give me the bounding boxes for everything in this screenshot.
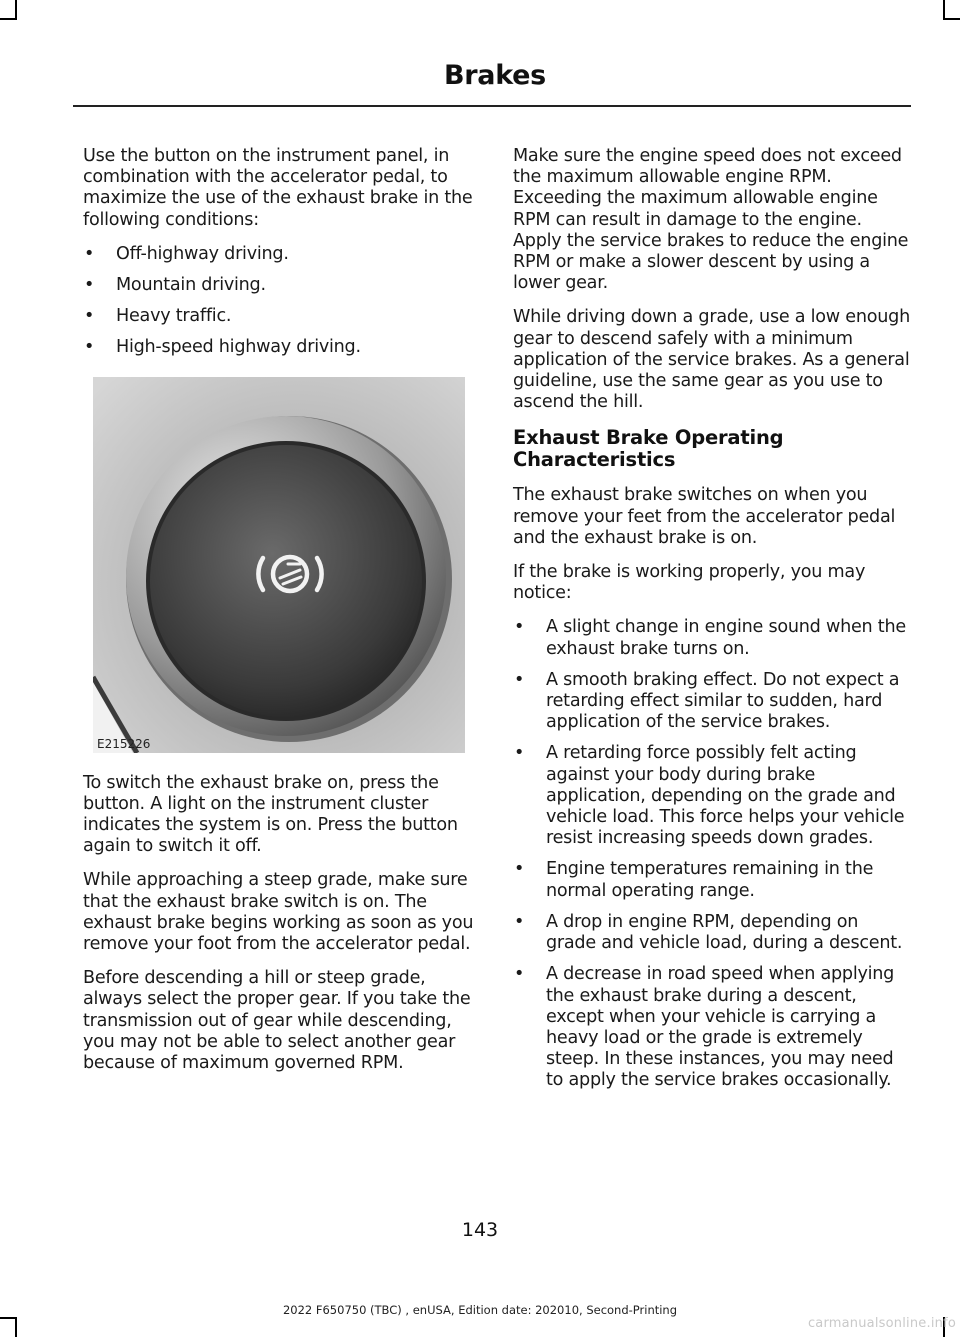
figure-code: E215226 [97,736,151,751]
crop-mark [944,18,960,20]
crop-mark [0,1317,16,1319]
list-item: • Engine temperatures remaining in the normal operating range. [513,859,911,901]
body-paragraph: Make sure the engine speed does not exceed the maximum allowable engine RPM. Exceeding the maximum allowable engine RPM can result in damage to the engine. Apply the service brakes to reduce the engine RPM or make a slower descent by using a lower gear. [513,146,909,294]
body-paragraph: Before descending a hill or steep grade, always select the proper gear. If you take the transmission out of gear while descending, you may not be able to select another gear because of maximum governed RPM. [83,968,471,1074]
body-paragraph: While driving down a grade, use a low enough gear to descend safely with a minimum application of the service brakes. As a general guideline, use the same gear as you use to ascend the hill. [513,307,910,413]
crop-mark [15,1317,17,1337]
page-title: Brakes [444,60,546,91]
list-item: • High-speed highway driving. [83,337,478,358]
conditions-list [83,244,478,359]
right-column [513,146,911,1104]
list-item: • A retarding force possibly felt acting against your body during brake application, depending on the grade and vehicle load. This force helps your vehicle resist increasing speeds down grades. [513,743,911,849]
page-number: 143 [461,1219,499,1241]
crop-mark [0,18,16,20]
section-heading: Exhaust Brake Operating Characteristics [513,426,784,472]
watermark: carmanualsonline.info [807,1316,956,1331]
body-paragraph: If the brake is working properly, you may notice: [513,562,866,604]
list-item: • Off-highway driving. [83,244,478,265]
intro-paragraph: Use the button on the instrument panel, in combination with the accelerator pedal, to maximize the use of the exhaust brake in the following conditions: [83,146,473,230]
list-item: • A decrease in road speed when applying the exhaust brake during a descent, except when your vehicle is carrying a heavy load or the grade is extremely steep. In these instances, you may need to apply the service brakes occasionally. [513,964,911,1091]
body-paragraph: The exhaust brake switches on when you remove your feet from the accelerator pedal and the exhaust brake is on. [513,485,896,548]
header-rule [73,105,911,107]
list-item: • Heavy traffic. [83,306,478,327]
crop-mark [15,0,17,20]
footer-edition-info: 2022 F650750 (TBC) , enUSA, Edition date: 202010, Second-Printing [282,1303,678,1317]
crop-mark [943,0,945,20]
list-item: • Mountain driving. [83,275,478,296]
list-item: • A smooth braking effect. Do not expect a retarding effect similar to sudden, hard application of the service brakes. [513,670,911,734]
body-paragraph: While approaching a steep grade, make sure that the exhaust brake switch is on. The exhaust brake begins working as soon as you remove your foot from the accelerator pedal. [83,870,474,955]
body-paragraph: To switch the exhaust brake on, press the button. A light on the instrument cluster indicates the system is on. Press the button again to switch it off. [83,772,458,857]
notices-list [513,617,911,1091]
exhaust-brake-button-photo [93,377,465,753]
exhaust-brake-button-figure [93,377,465,753]
list-item: • A drop in engine RPM, depending on grade and vehicle load, during a descent. [513,912,911,954]
list-item: • A slight change in engine sound when the exhaust brake turns on. [513,617,911,659]
left-column [83,146,478,1087]
